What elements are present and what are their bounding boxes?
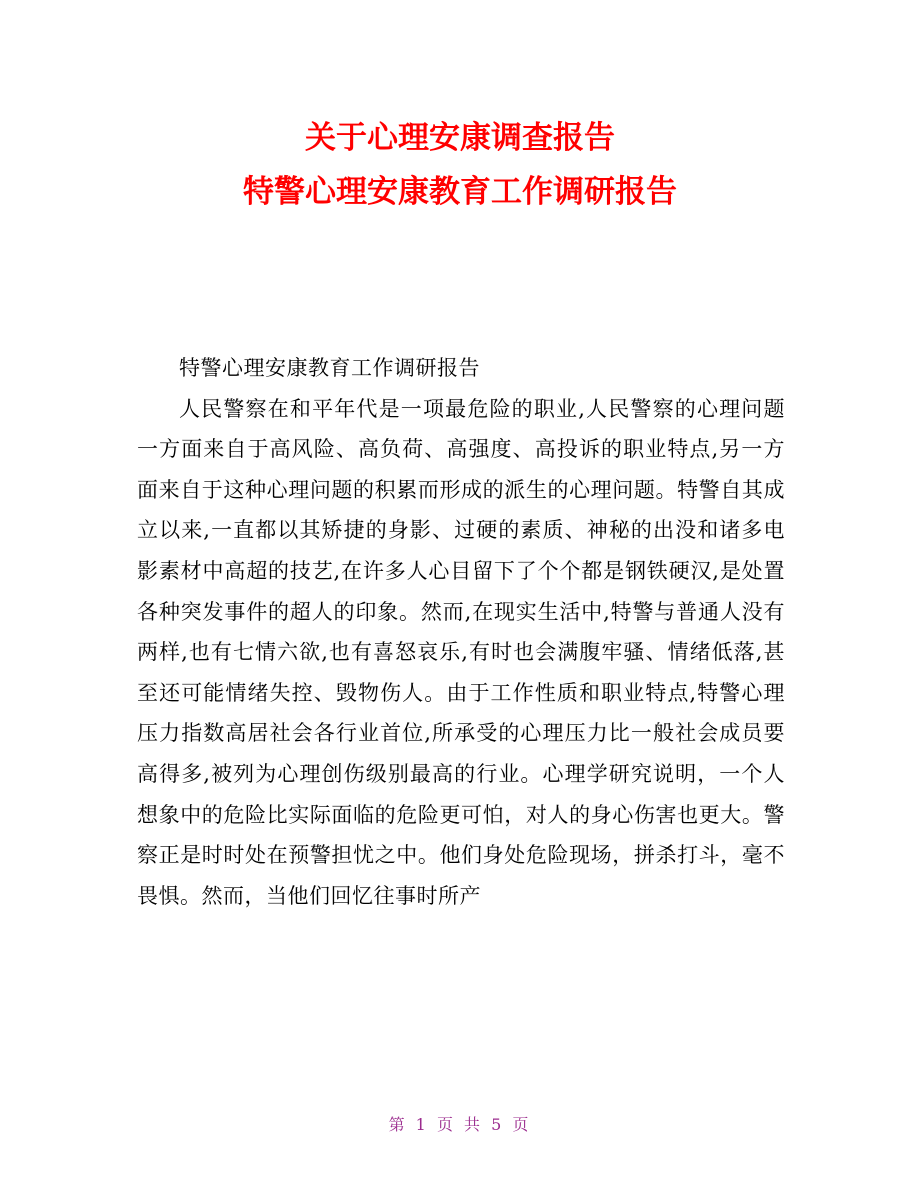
page-number-footer: 第 1 页 共 5 页 bbox=[388, 1115, 532, 1134]
document-title-line-2: 特警心理安康教育工作调研报告 bbox=[243, 174, 677, 210]
document-body bbox=[137, 348, 785, 916]
document-title-line-1: 关于心理安康调查报告 bbox=[305, 120, 615, 156]
document-paragraph: 人民警察在和平年代是一项最危险的职业,人民警察的心理问题一方面来自于高风险、高负荷、高强度、高投诉的职业特点,另一方面来自于这种心理问题的积累而形成的派生的心理问题。特警自其成立以来,一直都以其矫捷的身影、过硬的素质、神秘的出没和诸多电影素材中高超的技艺,在许多人心目留下了个个都是钢铁硬汉,是处置各种突发事件的超人的印象。然而,在现实生活中,特警与普通人没有两样,也有七情六欲,也有喜怒哀乐,有时也会满腹牢骚、情绪低落,甚至还可能情绪失控、毁物伤人。由于工作性质和职业特点,特警心理压力指数高居社会各行业首位,所承受的心理压力比一般社会成员要高得多,被列为心理创伤级别最高的行业。心理学研究说明，一个人想象中的危险比实际面临的危险更可怕，对人的身心伤害也更大。警察正是时时处在预警担忧之中。他们身处危险现场，拼杀打斗，毫不畏惧。然而，当他们回忆往事时所产 bbox=[137, 396, 785, 908]
document-subtitle: 特警心理安康教育工作调研报告 bbox=[179, 356, 480, 380]
